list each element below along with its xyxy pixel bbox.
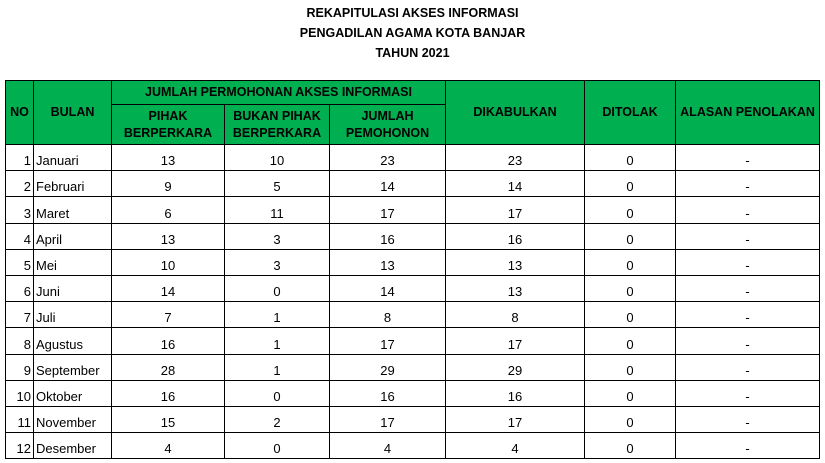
- cell-bukan-pihak-berperkara: 2: [225, 406, 330, 432]
- cell-ditolak: 0: [585, 249, 676, 275]
- report-title: REKAPITULASI AKSES INFORMASI: [306, 6, 519, 20]
- cell-no: 1: [6, 145, 34, 171]
- col-header-bukan-pihak-berperkara: BUKAN PIHAK BERPERKARA: [225, 105, 330, 145]
- cell-no: 9: [6, 354, 34, 380]
- table-row: [6, 406, 820, 432]
- cell-alasan-penolakan: -: [676, 328, 820, 354]
- cell-ditolak: 0: [585, 145, 676, 171]
- cell-bukan-pihak-berperkara: 1: [225, 354, 330, 380]
- cell-dikabulkan: 16: [446, 223, 585, 249]
- cell-no: 5: [6, 249, 34, 275]
- table-row: [6, 275, 820, 301]
- cell-no: 7: [6, 302, 34, 328]
- cell-dikabulkan: 8: [446, 302, 585, 328]
- cell-alasan-penolakan: -: [676, 433, 820, 459]
- cell-ditolak: 0: [585, 328, 676, 354]
- access-information-table: [5, 80, 820, 459]
- table-row: [6, 197, 820, 223]
- cell-no: 10: [6, 380, 34, 406]
- cell-alasan-penolakan: -: [676, 223, 820, 249]
- table-row: [6, 171, 820, 197]
- cell-dikabulkan: 23: [446, 145, 585, 171]
- cell-alasan-penolakan: -: [676, 302, 820, 328]
- cell-bukan-pihak-berperkara: 0: [225, 380, 330, 406]
- cell-ditolak: 0: [585, 171, 676, 197]
- cell-jumlah-pemohonon: 29: [330, 354, 446, 380]
- cell-ditolak: 0: [585, 223, 676, 249]
- cell-no: 11: [6, 406, 34, 432]
- cell-dikabulkan: 17: [446, 197, 585, 223]
- col-header-alasan-penolakan: ALASAN PENOLAKAN: [676, 81, 820, 145]
- cell-bukan-pihak-berperkara: 10: [225, 145, 330, 171]
- cell-dikabulkan: 17: [446, 328, 585, 354]
- cell-dikabulkan: 16: [446, 380, 585, 406]
- cell-ditolak: 0: [585, 433, 676, 459]
- col-header-jumlah-pemohonon: JUMLAH PEMOHONON: [330, 105, 446, 145]
- cell-dikabulkan: 17: [446, 406, 585, 432]
- cell-alasan-penolakan: -: [676, 406, 820, 432]
- table-row: [6, 328, 820, 354]
- table-row: [6, 223, 820, 249]
- cell-pihak-berperkara: 6: [112, 197, 225, 223]
- cell-no: 6: [6, 275, 34, 301]
- cell-pihak-berperkara: 13: [112, 223, 225, 249]
- cell-bukan-pihak-berperkara: 0: [225, 433, 330, 459]
- cell-jumlah-pemohonon: 16: [330, 380, 446, 406]
- cell-ditolak: 0: [585, 275, 676, 301]
- cell-pihak-berperkara: 14: [112, 275, 225, 301]
- cell-dikabulkan: 4: [446, 433, 585, 459]
- cell-jumlah-pemohonon: 23: [330, 145, 446, 171]
- cell-jumlah-pemohonon: 4: [330, 433, 446, 459]
- cell-ditolak: 0: [585, 354, 676, 380]
- cell-jumlah-pemohonon: 17: [330, 328, 446, 354]
- cell-ditolak: 0: [585, 380, 676, 406]
- cell-no: 8: [6, 328, 34, 354]
- cell-pihak-berperkara: 9: [112, 171, 225, 197]
- cell-bulan: Februari: [34, 171, 112, 197]
- cell-alasan-penolakan: -: [676, 275, 820, 301]
- cell-dikabulkan: 13: [446, 249, 585, 275]
- cell-bulan: Mei: [34, 249, 112, 275]
- cell-bukan-pihak-berperkara: 5: [225, 171, 330, 197]
- table-row: [6, 380, 820, 406]
- cell-dikabulkan: 13: [446, 275, 585, 301]
- cell-bukan-pihak-berperkara: 3: [225, 223, 330, 249]
- cell-ditolak: 0: [585, 302, 676, 328]
- cell-bukan-pihak-berperkara: 11: [225, 197, 330, 223]
- col-header-ditolak: DITOLAK: [585, 81, 676, 145]
- cell-bulan: Maret: [34, 197, 112, 223]
- cell-alasan-penolakan: -: [676, 197, 820, 223]
- table-row: [6, 354, 820, 380]
- cell-pihak-berperkara: 15: [112, 406, 225, 432]
- cell-jumlah-pemohonon: 14: [330, 275, 446, 301]
- col-header-dikabulkan: DIKABULKAN: [446, 81, 585, 145]
- cell-bulan: Oktober: [34, 380, 112, 406]
- cell-pihak-berperkara: 13: [112, 145, 225, 171]
- col-header-jumlah-permohonan: JUMLAH PERMOHONAN AKSES INFORMASI: [112, 81, 446, 105]
- cell-bulan: September: [34, 354, 112, 380]
- col-header-bulan: BULAN: [34, 81, 112, 145]
- col-header-no: NO: [6, 81, 34, 145]
- cell-bulan: April: [34, 223, 112, 249]
- table-row: [6, 433, 820, 459]
- cell-jumlah-pemohonon: 17: [330, 197, 446, 223]
- cell-pihak-berperkara: 28: [112, 354, 225, 380]
- cell-pihak-berperkara: 4: [112, 433, 225, 459]
- cell-jumlah-pemohonon: 16: [330, 223, 446, 249]
- cell-ditolak: 0: [585, 197, 676, 223]
- table-body: [6, 145, 820, 459]
- cell-pihak-berperkara: 16: [112, 380, 225, 406]
- report-year: TAHUN 2021: [375, 46, 450, 60]
- cell-jumlah-pemohonon: 8: [330, 302, 446, 328]
- cell-alasan-penolakan: -: [676, 145, 820, 171]
- cell-bukan-pihak-berperkara: 1: [225, 302, 330, 328]
- cell-alasan-penolakan: -: [676, 354, 820, 380]
- cell-no: 4: [6, 223, 34, 249]
- cell-no: 2: [6, 171, 34, 197]
- cell-jumlah-pemohonon: 14: [330, 171, 446, 197]
- cell-dikabulkan: 14: [446, 171, 585, 197]
- cell-no: 12: [6, 433, 34, 459]
- table-row: [6, 145, 820, 171]
- cell-bulan: Desember: [34, 433, 112, 459]
- cell-alasan-penolakan: -: [676, 249, 820, 275]
- cell-alasan-penolakan: -: [676, 380, 820, 406]
- cell-bulan: Juni: [34, 275, 112, 301]
- cell-jumlah-pemohonon: 13: [330, 249, 446, 275]
- cell-ditolak: 0: [585, 406, 676, 432]
- report-title-block: [0, 0, 825, 63]
- cell-alasan-penolakan: -: [676, 171, 820, 197]
- cell-dikabulkan: 29: [446, 354, 585, 380]
- cell-bulan: November: [34, 406, 112, 432]
- table-header: [6, 81, 820, 145]
- table-row: [6, 249, 820, 275]
- cell-no: 3: [6, 197, 34, 223]
- cell-bulan: Juli: [34, 302, 112, 328]
- cell-pihak-berperkara: 16: [112, 328, 225, 354]
- cell-bulan: Agustus: [34, 328, 112, 354]
- col-header-pihak-berperkara: PIHAK BERPERKARA: [112, 105, 225, 145]
- cell-pihak-berperkara: 7: [112, 302, 225, 328]
- cell-bukan-pihak-berperkara: 0: [225, 275, 330, 301]
- report-institution: PENGADILAN AGAMA KOTA BANJAR: [299, 26, 526, 40]
- cell-bukan-pihak-berperkara: 1: [225, 328, 330, 354]
- cell-bulan: Januari: [34, 145, 112, 171]
- cell-bukan-pihak-berperkara: 3: [225, 249, 330, 275]
- table-row: [6, 302, 820, 328]
- cell-pihak-berperkara: 10: [112, 249, 225, 275]
- cell-jumlah-pemohonon: 17: [330, 406, 446, 432]
